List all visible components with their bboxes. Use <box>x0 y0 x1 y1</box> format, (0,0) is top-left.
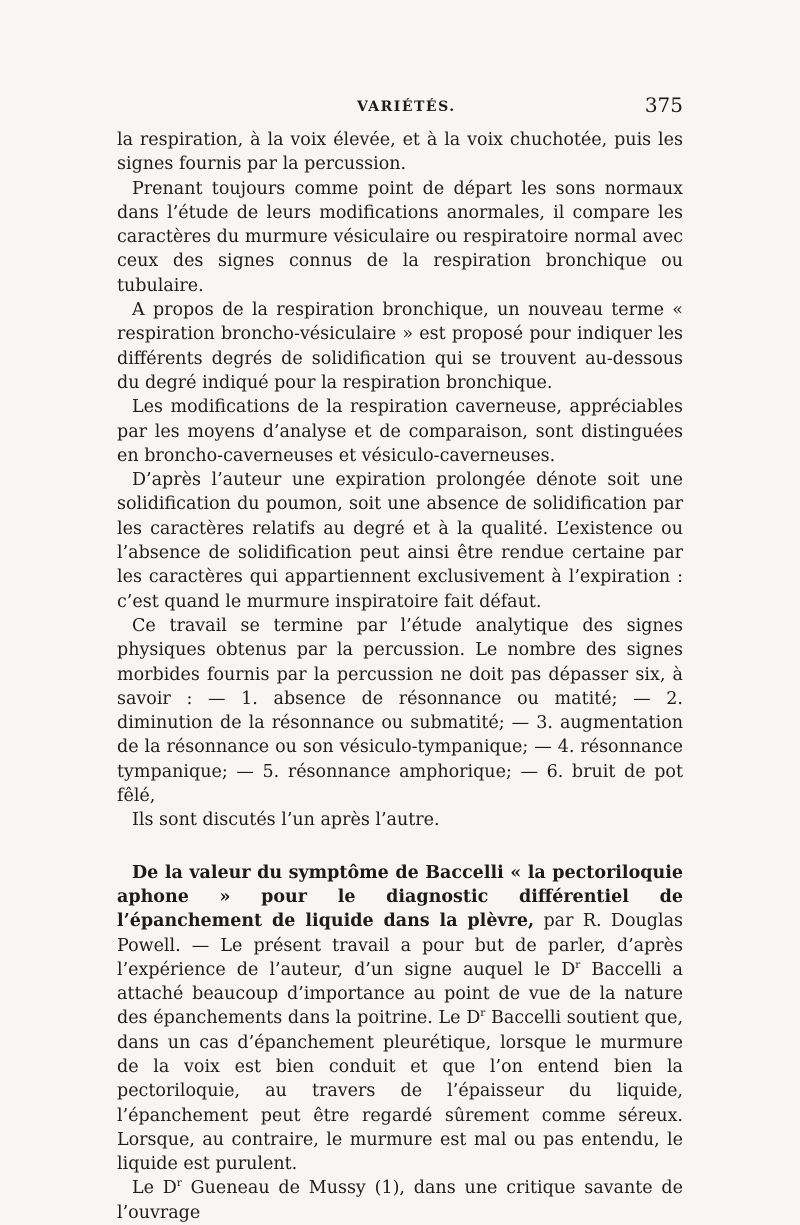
article-text: — Le présent travail a pour but de parler, d’après l’expérience de l’auteur, d’un signe auquel le D <box>117 935 683 980</box>
page-header <box>117 93 683 123</box>
article-byline: par R. Douglas Powell. <box>117 911 683 956</box>
article-text: Baccelli a attaché beaucoup d’importance au point de vue de la nature des épanchements dans la poitrine. Le D <box>117 959 683 1029</box>
page-number: 375 <box>644 93 683 117</box>
article-text: Baccelli soutient que, dans un cas d’épanchement pleurétique, lorsque le murmure de la voix est bien conduit et que l’on entend bien la pectoriloquie, au travers de l’épaisseur du liquide, l’épanchement peut être regardé sûrement comme séreux. Lorsque, au contraire, le murmure est mal ou pas entendu, le liquide est purulent. <box>117 1008 684 1175</box>
paragraph: la respiration, à la voix élevée, et à la voix chuchotée, puis les signes fournis par la percussion. <box>117 130 683 175</box>
running-head: VARIÉTÉS. <box>357 99 456 115</box>
paragraph: Les modifications de la respiration caverneuse, appréciables par les moyens d’analyse et de comparaison, sont distinguées en broncho-caverneuses et vésiculo-caverneuses. <box>117 397 683 466</box>
article-paragraph <box>117 861 683 1177</box>
paragraph-text: Le D <box>132 1178 177 1199</box>
paragraph: Ils sont discutés l’un après l’autre. <box>132 810 440 831</box>
body-text <box>117 128 683 1225</box>
paragraph-text: Gueneau de Mussy (1), dans une critique savante de l’ouvrage <box>117 1178 683 1223</box>
section-gap <box>117 833 683 861</box>
paragraph: Prenant toujours comme point de départ les sons normaux dans l’étude de leurs modifications anormales, il compare les caractères du murmure vésiculaire ou respiratoire normal avec ceux des signes connus de la respiration bronchique ou tubulaire. <box>117 178 683 296</box>
paragraph: A propos de la respiration bronchique, un nouveau terme « respiration broncho-vésiculaire » est proposé pour indiquer les différents degrés de solidification qui se trouvent au-dessous du degré indiqué pour la respiration bronchique. <box>117 300 683 393</box>
superscript: r <box>575 958 581 971</box>
last-paragraph <box>117 1176 683 1225</box>
article-title: De la valeur du symptôme de Baccelli « la pectoriloquie aphone » pour le diagnostic différentiel de l’épanchement de liquide dans la plèvre, <box>117 862 683 932</box>
superscript: r <box>176 1177 182 1190</box>
paragraph: D’après l’auteur une expiration prolongée dénote soit une solidification du poumon, soit une absence de solidification par les caractères relatifs au degré et à la qualité. L’existence ou l’absence de solidification peut ainsi être rendue certaine par les caractères qui appartiennent exclusivement à l’expiration : c’est quand le murmure inspiratoire fait défaut. <box>117 470 683 612</box>
paragraph: Ce travail se termine par l’étude analytique des signes physiques obtenus par la percussion. Le nombre des signes morbides fournis par la percussion ne doit pas dépasser six, à savoir : — 1. absence de résonnance ou matité; — 2. diminution de la résonnance ou submatité; — 3. augmentation de la résonnance ou son vésiculo-tympanique; — 4. résonnance tympanique; — 5. résonnance amphorique; — 6. bruit de pot fêlé, <box>117 615 683 807</box>
superscript: r <box>480 1007 486 1020</box>
